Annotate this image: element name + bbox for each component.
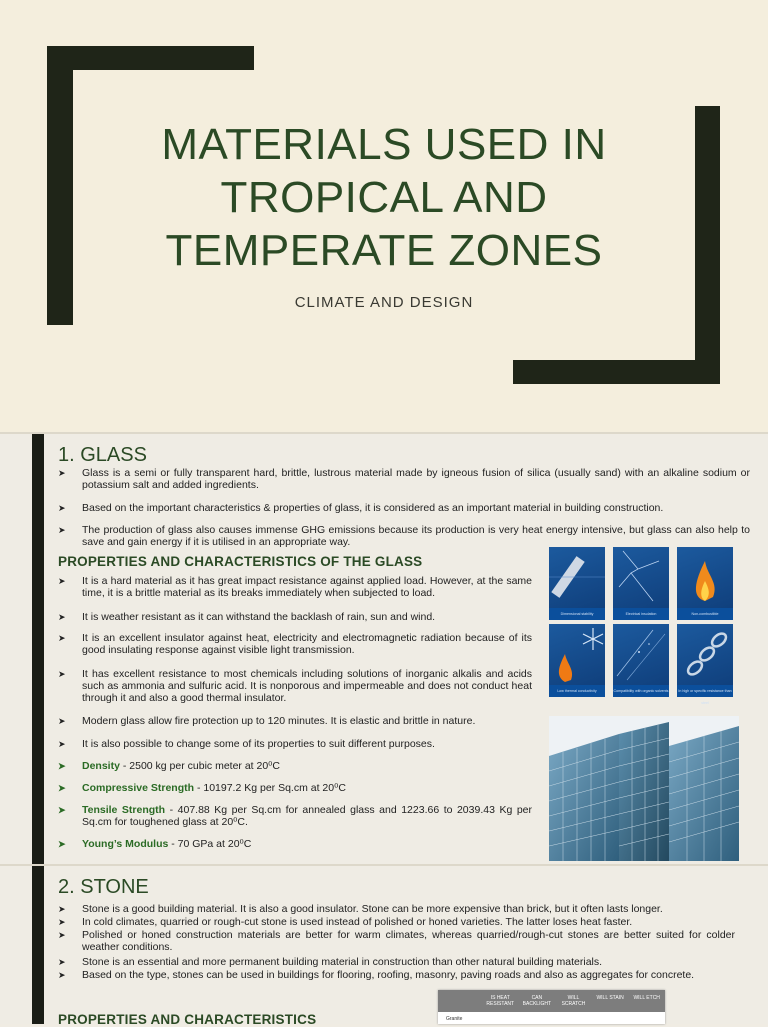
fire-snowflake-image: Low thermal conductivity <box>549 624 605 697</box>
stone-heading: 2. STONE <box>58 876 149 898</box>
frame-top-left-horizontal <box>47 46 254 70</box>
lightning-image: Electrical insulation <box>613 547 669 620</box>
table-header <box>438 990 665 1012</box>
frame-top-left-vertical <box>47 46 73 325</box>
title-slide <box>0 0 768 432</box>
glass-sheet-image: Compatibility with organic solvents <box>613 624 669 697</box>
presentation-subtitle: CLIMATE AND DESIGN <box>294 294 474 311</box>
ruler-image: Dimensional stability <box>549 547 605 620</box>
glass-heading: 1. GLASS <box>58 444 147 466</box>
slide-accent-bar <box>32 866 44 1024</box>
table-header-cell: CAN BACKLIGHT <box>522 995 552 1007</box>
table-header-cell: WILL SCRATCH <box>561 995 586 1007</box>
glass-properties-image-grid <box>549 547 733 705</box>
stone-properties-table <box>438 990 665 1024</box>
slide-accent-bar <box>32 434 44 864</box>
table-header-cell: WILL ETCH <box>633 995 660 1001</box>
glass-properties-heading: PROPERTIES AND CHARACTERISTICS OF THE GLASS <box>58 554 423 569</box>
chain-image: In high or specific resistance than steel <box>677 624 733 697</box>
stone-properties-heading: PROPERTIES AND CHARACTERISTICS <box>58 1012 317 1027</box>
table-row: Granite <box>446 1016 463 1022</box>
presentation-title: MATERIALS USED IN TROPICAL AND TEMPERATE ZONES <box>161 120 607 275</box>
glass-building-image <box>549 716 739 861</box>
flame-image: Non-combustible <box>677 547 733 620</box>
frame-bottom-right-horizontal <box>513 360 720 384</box>
table-header-cell <box>438 990 482 1012</box>
frame-bottom-right-vertical <box>695 106 720 384</box>
table-header-cell: WILL STAIN <box>596 995 624 1001</box>
table-header-cell: IS HEAT RESISTANT <box>486 995 515 1007</box>
